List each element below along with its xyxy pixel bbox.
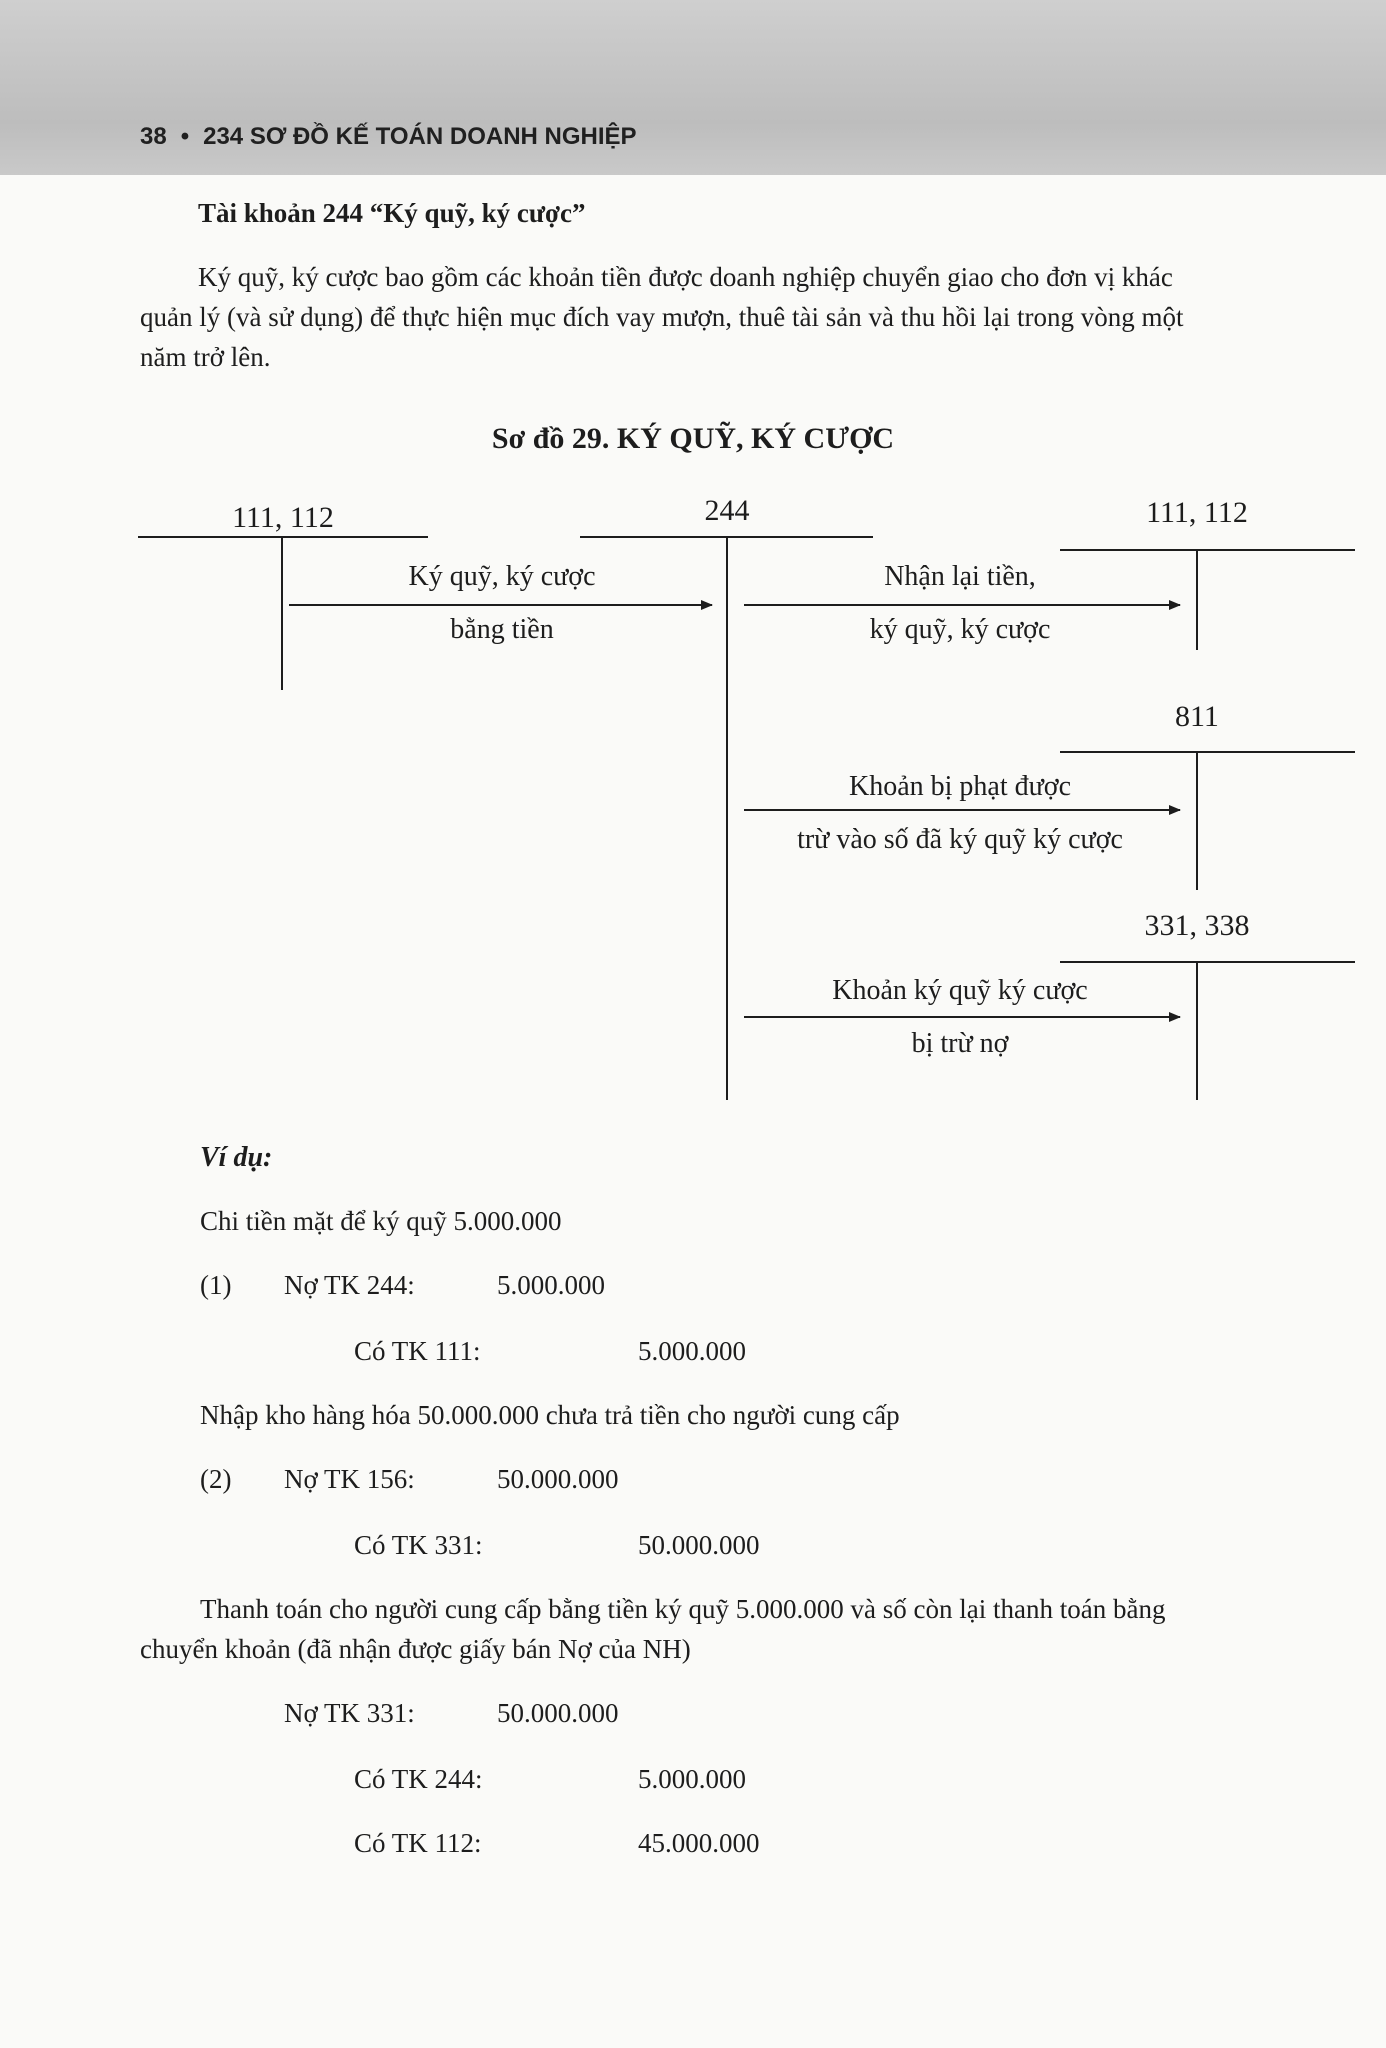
flow-1-label-line-2: bằng tiền: [450, 614, 554, 645]
section-title: Tài khoản 244 “Ký quỹ, ký cược”: [198, 198, 586, 228]
entry-amount: 50.000.000: [497, 1464, 619, 1494]
flow-3-label-line-1: Khoản bị phạt được: [848, 771, 1072, 802]
entry-label: Nợ TK 331:: [284, 1698, 415, 1728]
flow-4-label-line-1: Khoản ký quỹ ký cược: [832, 975, 1088, 1006]
entry-label: Có TK 331:: [354, 1530, 483, 1560]
entry-label: Có TK 112:: [354, 1828, 482, 1858]
example-text-1: Chi tiền mặt để ký quỹ 5.000.000: [200, 1206, 562, 1236]
entry-amount: 5.000.000: [638, 1764, 746, 1794]
flow-2-label-line-1: Nhận lại tiền,: [884, 561, 1036, 592]
account-right-middle-label: 811: [1175, 700, 1219, 733]
paragraph-line-2: quản lý (và sử dụng) để thực hiện mục đích vay mượn, thuê tài sản và thu hồi lại trong vòng một: [140, 302, 1184, 332]
entry-amount: 50.000.000: [638, 1530, 760, 1560]
header-separator: •: [180, 123, 190, 150]
entry-label: Có TK 244:: [354, 1764, 483, 1794]
example-text-2: Nhập kho hàng hóa 50.000.000 chưa trả tiền cho người cung cấp: [200, 1400, 900, 1430]
example-text-4: chuyển khoản (đã nhận được giấy bán Nợ của NH): [140, 1634, 691, 1664]
diagram-title: Sơ đồ 29. KÝ QUỸ, KÝ CƯỢC: [491, 422, 895, 455]
account-right-top-label: 111, 112: [1146, 496, 1248, 529]
entry-amount: 50.000.000: [497, 1698, 619, 1728]
book-title: 234 SƠ ĐỒ KẾ TOÁN DOANH NGHIỆP: [203, 123, 637, 150]
entry-number-2: (2): [200, 1464, 232, 1494]
entry-number-1: (1): [200, 1270, 232, 1300]
example-text-3: Thanh toán cho người cung cấp bằng tiền ký quỹ 5.000.000 và số còn lại thanh toán bằng: [200, 1594, 1166, 1624]
page-number: 38: [140, 123, 167, 150]
entry-label: Nợ TK 244:: [284, 1270, 415, 1300]
paragraph-line-3: năm trở lên.: [140, 342, 271, 372]
entry-amount: 45.000.000: [638, 1828, 760, 1858]
flow-1-label-line-1: Ký quỹ, ký cược: [408, 561, 596, 592]
account-left-label: 111, 112: [232, 501, 334, 534]
example-title: Ví dụ:: [200, 1142, 273, 1173]
account-center-label: 244: [704, 494, 750, 527]
entry-label: Nợ TK 156:: [284, 1464, 415, 1494]
entry-label: Có TK 111:: [354, 1336, 481, 1366]
flow-2-label-line-2: ký quỹ, ký cược: [869, 614, 1051, 645]
entry-amount: 5.000.000: [497, 1270, 605, 1300]
account-right-bottom-label: 331, 338: [1144, 909, 1250, 942]
flow-3-label-line-2: trừ vào số đã ký quỹ ký cược: [797, 824, 1123, 855]
paragraph-line-1: Ký quỹ, ký cược bao gồm các khoản tiền được doanh nghiệp chuyển giao cho đơn vị khác: [198, 262, 1173, 292]
flow-4-label-line-2: bị trừ nợ: [911, 1028, 1009, 1059]
entry-amount: 5.000.000: [638, 1336, 746, 1366]
